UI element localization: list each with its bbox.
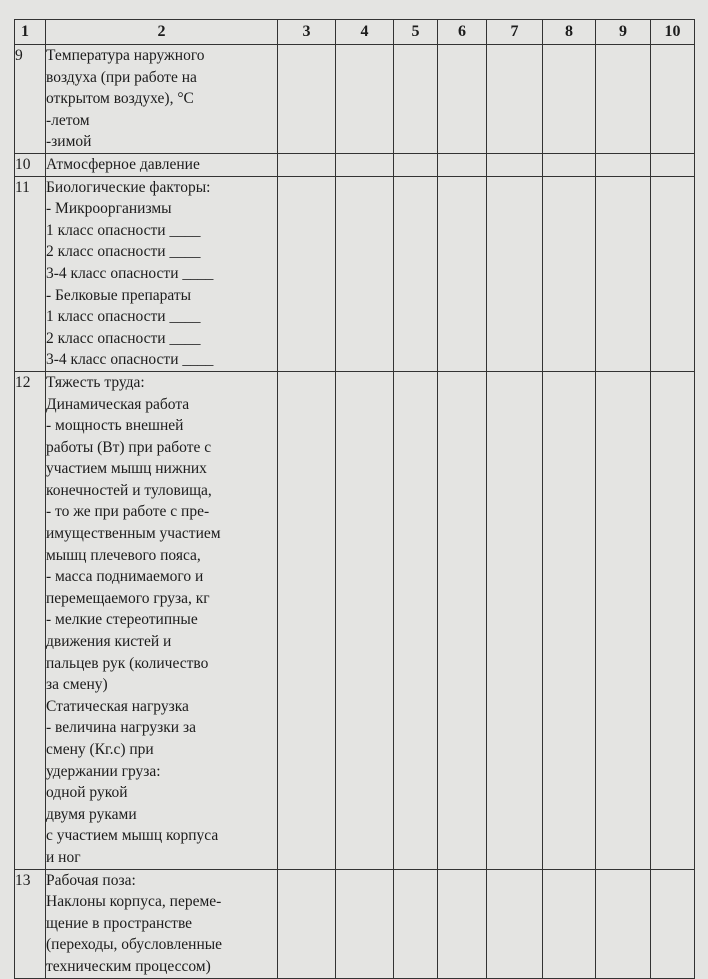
description-line: с участием мышц корпуса — [46, 827, 219, 845]
empty-cell — [394, 45, 438, 154]
empty-cell — [487, 153, 543, 176]
description-line: за смену) — [46, 676, 108, 694]
empty-cell — [336, 869, 394, 978]
empty-cell — [487, 371, 543, 869]
description-line: -зимой — [46, 133, 92, 151]
empty-cell — [336, 176, 394, 371]
description-line: смену (Кг.с) при — [46, 741, 154, 758]
description-line: - мелкие стереотипные — [46, 611, 198, 629]
column-header: 3 — [278, 20, 336, 45]
empty-cell — [487, 176, 543, 371]
indicator-description — [46, 869, 278, 978]
description-line: двумя руками — [46, 805, 137, 823]
table-row — [15, 176, 695, 371]
description-line: мышц плечевого пояса, — [46, 546, 201, 564]
column-header: 6 — [438, 20, 487, 45]
empty-cell — [596, 153, 651, 176]
empty-cell — [596, 45, 651, 154]
empty-cell — [278, 176, 336, 371]
empty-cell — [596, 176, 651, 371]
description-line: удержании груза: — [46, 762, 161, 780]
description-line: -летом — [46, 111, 90, 129]
description-line: 1 класс опасности ____ — [46, 308, 201, 326]
column-header: 1 — [15, 20, 46, 45]
description-line: 3-4 класс опасности ____ — [46, 264, 214, 282]
indicator-description — [46, 371, 278, 869]
description-line: 2 класс опасности ____ — [46, 243, 201, 261]
requirements-table — [14, 19, 695, 979]
description-line: имущественным участием — [46, 525, 221, 543]
description-line: 1 класс опасности ____ — [46, 221, 201, 239]
empty-cell — [394, 371, 438, 869]
empty-cell — [278, 869, 336, 978]
table-row — [15, 153, 695, 176]
empty-cell — [394, 153, 438, 176]
header-row — [15, 20, 695, 45]
description-line: участием мышц нижних — [46, 460, 207, 478]
empty-cell — [438, 45, 487, 154]
indicator-description — [46, 45, 278, 154]
table-body — [15, 20, 695, 979]
description-line: - мощность внешней — [46, 417, 184, 435]
empty-cell — [278, 153, 336, 176]
column-header: 7 — [487, 20, 543, 45]
empty-cell — [651, 153, 695, 176]
empty-cell — [596, 371, 651, 869]
row-number: 11 — [15, 176, 46, 371]
description-line: щение в пространстве — [46, 914, 193, 932]
description-line: - масса поднимаемого и — [46, 568, 204, 586]
column-header: 9 — [596, 20, 651, 45]
description-line: - величина нагрузки за — [46, 719, 196, 737]
empty-cell — [336, 45, 394, 154]
empty-cell — [596, 869, 651, 978]
description-line: одной рукой — [46, 784, 128, 802]
description-line: движения кистей и — [46, 633, 172, 651]
indicator-description — [46, 153, 278, 176]
description-line: пальцев рук (количество — [46, 654, 209, 672]
description-line: Тяжесть труда: — [46, 373, 145, 391]
empty-cell — [394, 869, 438, 978]
empty-cell — [543, 45, 596, 154]
empty-cell — [278, 371, 336, 869]
table-row — [15, 371, 695, 869]
row-number: 13 — [15, 869, 46, 978]
row-number: 9 — [15, 45, 46, 154]
empty-cell — [438, 371, 487, 869]
description-line: 3-4 класс опасности ____ — [46, 351, 214, 369]
table-row — [15, 45, 695, 154]
empty-cell — [336, 371, 394, 869]
empty-cell — [651, 869, 695, 978]
description-line: Рабочая поза: — [46, 871, 136, 889]
description-line: - Белковые препараты — [46, 286, 192, 304]
description-line: воздуха (при работе на — [46, 68, 197, 86]
description-line: - Микроорганизмы — [46, 200, 172, 218]
empty-cell — [438, 176, 487, 371]
description-line: Атмосферное давление — [46, 155, 200, 173]
empty-cell — [543, 371, 596, 869]
empty-cell — [543, 176, 596, 371]
empty-cell — [543, 869, 596, 978]
description-line: Биологические факторы: — [46, 178, 211, 196]
empty-cell — [336, 153, 394, 176]
column-header: 4 — [336, 20, 394, 45]
description-line: конечностей и туловища, — [46, 481, 212, 499]
description-line: Динамическая работа — [46, 395, 190, 413]
description-line: 2 класс опасности ____ — [46, 329, 201, 347]
empty-cell — [651, 176, 695, 371]
description-line: перемещаемого груза, кг — [46, 589, 210, 607]
description-line: открытом воздухе), °С — [46, 90, 194, 108]
column-header: 10 — [651, 20, 695, 45]
empty-cell — [394, 176, 438, 371]
empty-cell — [651, 45, 695, 154]
description-line: и ног — [46, 848, 81, 866]
description-line: - то же при работе с пре- — [46, 503, 210, 521]
empty-cell — [278, 45, 336, 154]
row-number: 10 — [15, 153, 46, 176]
empty-cell — [487, 45, 543, 154]
description-line: Наклоны корпуса, переме- — [46, 893, 222, 911]
row-number: 12 — [15, 371, 46, 869]
description-line: Статическая нагрузка — [46, 697, 189, 715]
empty-cell — [543, 153, 596, 176]
empty-cell — [487, 869, 543, 978]
empty-cell — [438, 153, 487, 176]
column-header: 5 — [394, 20, 438, 45]
empty-cell — [438, 869, 487, 978]
description-line: Температура наружного — [46, 47, 205, 64]
column-header: 8 — [543, 20, 596, 45]
column-header: 2 — [46, 20, 278, 45]
description-line: техническим процессом) — [46, 957, 211, 975]
table-row — [15, 869, 695, 978]
description-line: работы (Вт) при работе с — [46, 438, 212, 456]
indicator-description — [46, 176, 278, 371]
description-line: (переходы, обусловленные — [46, 936, 223, 954]
empty-cell — [651, 371, 695, 869]
